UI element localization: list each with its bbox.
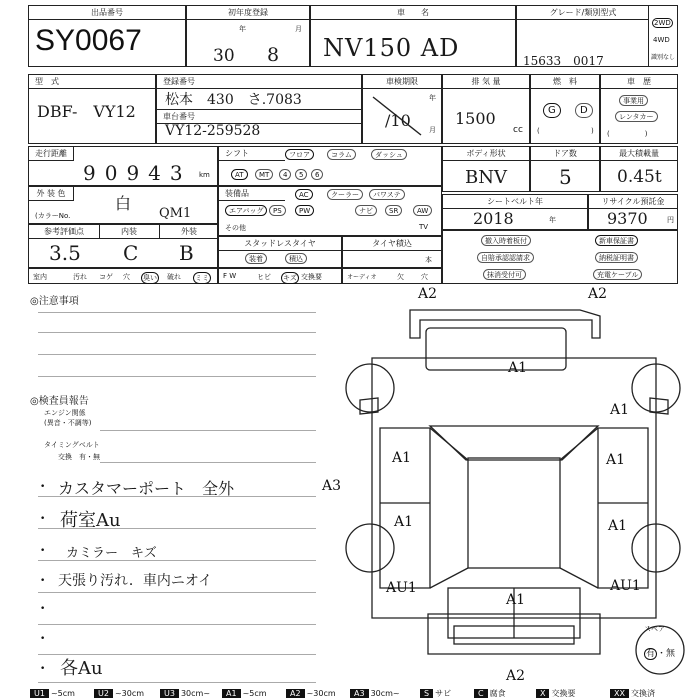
legend-key: A2 xyxy=(286,689,305,698)
legend-s xyxy=(420,688,451,700)
windshield-row xyxy=(218,268,342,284)
timing-swap: 交換 有・無 xyxy=(58,453,100,461)
remark-2: 荷室Au xyxy=(60,510,121,531)
studless-label: スタッドレスタイヤ xyxy=(219,237,341,251)
displacement-cell xyxy=(442,74,530,144)
interior-condition-row xyxy=(28,268,218,284)
legend-text: ~30cm xyxy=(306,689,336,698)
equip-pw: PW xyxy=(295,205,314,216)
legend-text: サビ xyxy=(435,689,452,698)
first-registration-label: 初年度登録 xyxy=(187,6,309,20)
doc-warranty: 新車保証書 xyxy=(595,235,638,246)
studless-mounted: 装着 xyxy=(245,253,267,264)
engine-sub: (異音・不調等) xyxy=(44,419,92,427)
equip-ac: AC xyxy=(295,189,313,200)
drive-2wd: 2WD xyxy=(654,19,671,27)
studless-loaded: 積込 xyxy=(285,253,307,264)
damage-label: A1 xyxy=(606,452,626,468)
fuel-g: G xyxy=(543,103,561,118)
remark-bullet: • xyxy=(40,482,46,492)
damage-label: A1 xyxy=(392,450,412,466)
katashiki-label: 型 式 xyxy=(29,75,155,89)
legend-u1 xyxy=(30,688,75,700)
recycle-unit: 円 xyxy=(667,216,674,224)
exterior-grade-label: 外装 xyxy=(159,225,219,239)
front-bumper xyxy=(410,310,600,338)
registration-cell xyxy=(156,74,362,144)
eval-label: 参考評価点 xyxy=(29,225,100,239)
legend-text: 交換要 xyxy=(551,689,576,698)
damage-label: A1 xyxy=(508,360,528,376)
damage-label: A2 xyxy=(418,286,438,302)
ext-color-value: 白 xyxy=(115,194,132,213)
capacity-value: 0.45t xyxy=(617,167,662,187)
equipment-label: 装備品 xyxy=(219,187,285,201)
tire-unit: 本 xyxy=(425,256,432,264)
doors-cell xyxy=(530,146,600,192)
shift-dash: ダッシュ xyxy=(371,149,407,160)
inspection-year-unit: 年 xyxy=(429,94,436,102)
vehicle-diagram xyxy=(330,288,698,686)
seatbelt-year-label: シートベルト年 xyxy=(443,195,587,209)
legend-text: ~5cm xyxy=(50,689,75,698)
legend-key: U3 xyxy=(160,689,179,698)
remark-bullet: • xyxy=(40,664,46,674)
tire-cell xyxy=(342,236,442,268)
trans-6: 6 xyxy=(311,169,323,180)
remark-bullet: • xyxy=(40,634,46,644)
shift-label: シフト xyxy=(219,147,285,161)
body-type-cell xyxy=(442,146,530,192)
fuel-paren-left: ( xyxy=(537,127,540,135)
fuel-d: D xyxy=(575,103,593,118)
equip-aw: AW xyxy=(413,205,432,216)
exterior-grade-value: B xyxy=(179,241,194,265)
front-left-wheel xyxy=(346,364,394,412)
audio-label: オーディオ xyxy=(347,274,377,281)
legend-xx xyxy=(610,688,655,700)
damage-label: A2 xyxy=(506,668,526,684)
doc-cancel: 抹消受付可 xyxy=(483,269,526,280)
legend-a3 xyxy=(350,688,400,700)
seatbelt-year-value: 2018 xyxy=(473,209,514,228)
seatbelt-year-unit: 年 xyxy=(549,216,556,224)
trans-at: AT xyxy=(231,169,248,180)
history-paren: ( ) xyxy=(607,130,648,138)
remark-1: カスタマーポート 全外 xyxy=(58,479,235,498)
legend-key: A3 xyxy=(350,689,369,698)
spare-label: スペア xyxy=(644,625,665,633)
equip-other-label: その他 xyxy=(225,224,246,232)
interior-grade-value: C xyxy=(123,241,139,265)
registration-value: 松本 430 さ.7083 xyxy=(165,92,302,108)
chassis-label: 車台番号 xyxy=(157,109,361,124)
car-history-rental: レンタカー xyxy=(615,111,658,122)
color-code-value: QM1 xyxy=(159,206,192,221)
eval-value: 3.5 xyxy=(49,241,81,265)
remark-line xyxy=(38,624,316,625)
body-type-value: BNV xyxy=(465,167,507,188)
damage-label: A2 xyxy=(588,286,608,302)
model-name-label: 車 名 xyxy=(311,6,515,20)
remark-bullet: • xyxy=(40,576,46,586)
mileage-value: 90943 xyxy=(83,161,192,185)
legend-u2 xyxy=(94,688,144,700)
remark-line xyxy=(100,462,316,463)
legend-text: 30cm~ xyxy=(370,689,400,698)
shift-cell xyxy=(218,146,442,186)
katashiki-value: DBF- VY12 xyxy=(37,102,136,121)
lot-number: SY0067 xyxy=(35,24,142,57)
recycle-value: 9370 xyxy=(607,209,648,228)
interior-row-label: 室内 xyxy=(33,273,47,281)
legend-a2 xyxy=(286,688,336,700)
documents-cell xyxy=(442,230,678,284)
caution-line xyxy=(38,332,316,333)
remark-bullet: • xyxy=(40,514,46,524)
rear-left-wheel xyxy=(346,524,394,572)
equip-tv: TV xyxy=(419,223,429,231)
legend-text: ~5cm xyxy=(242,689,267,698)
engine-label: エンジン関係 xyxy=(44,409,86,417)
trans-mt: MT xyxy=(255,169,273,180)
lot-number-label: 出品番号 xyxy=(29,6,185,20)
doors-label: ドア数 xyxy=(531,147,599,161)
remark-bullet: • xyxy=(40,546,46,556)
model-name-cell xyxy=(310,5,516,67)
doors-value: 5 xyxy=(559,165,572,189)
first-registration-cell xyxy=(186,5,310,67)
spare-no: 無 xyxy=(666,649,676,659)
studless-cell xyxy=(218,236,342,268)
caution-title: ◎注意事項 xyxy=(30,296,79,307)
fw-scratch: キズ xyxy=(283,274,297,282)
remark-4: 天張り汚れ．車内ニオイ xyxy=(58,573,213,589)
evaluation-cell xyxy=(28,224,218,268)
legend-x xyxy=(536,688,575,700)
grade-cell xyxy=(516,5,678,67)
drive-options xyxy=(648,6,677,66)
equip-cooler: クーラー xyxy=(327,189,363,200)
seatbelt-year-cell xyxy=(442,194,588,230)
fw-replace: 交換要 xyxy=(301,273,322,281)
remark-bullet: • xyxy=(40,604,46,614)
legend-text: 交換済 xyxy=(630,689,655,698)
ext-color-label: 外 装 色 xyxy=(29,187,74,201)
grade-value: 15633 0017 xyxy=(523,54,604,68)
car-history-business: 事業用 xyxy=(619,95,648,106)
capacity-cell xyxy=(600,146,678,192)
doc-tax: 納税証明書 xyxy=(595,252,638,263)
displacement-unit: cc xyxy=(513,125,523,135)
doc-charger: 充電ケーブル xyxy=(593,269,642,280)
katashiki-cell xyxy=(28,74,156,144)
legend-a1 xyxy=(222,688,267,700)
registration-label: 登録番号 xyxy=(157,75,361,89)
grade-label: グレード/類別型式 xyxy=(517,6,649,20)
first-reg-month: 8 xyxy=(267,44,280,66)
legend-c xyxy=(474,688,506,700)
caution-line xyxy=(38,312,316,313)
interior-dirty: 汚れ xyxy=(73,273,87,281)
interior-tear: 破れ xyxy=(167,273,181,281)
interior-hole: 穴 xyxy=(123,273,130,281)
damage-label: AU1 xyxy=(610,578,641,594)
trans-5: 5 xyxy=(295,169,307,180)
hood xyxy=(426,328,566,370)
color-code-label: (カラーNo. xyxy=(35,212,71,220)
inspection-value: /10 xyxy=(385,111,411,130)
lot-number-cell xyxy=(28,5,186,67)
legend-text: ~30cm xyxy=(114,689,145,698)
displacement-label: 排 気 量 xyxy=(443,75,529,89)
legend-key: A1 xyxy=(222,689,241,698)
doc-plate: 撤入時着板付 xyxy=(481,235,531,246)
audio-missing: 欠 xyxy=(397,273,404,281)
legend-key: U1 xyxy=(30,689,49,698)
shift-floor: フロア xyxy=(285,149,314,160)
damage-label: A3 xyxy=(322,478,342,494)
caution-line xyxy=(38,376,316,377)
inspection-label: 車検期限 xyxy=(363,75,441,89)
legend-text: 腐食 xyxy=(489,689,506,698)
equip-ps: PS xyxy=(269,205,286,216)
drive-4wd: 4WD xyxy=(653,36,670,44)
ext-color-cell xyxy=(28,186,218,224)
roof xyxy=(468,458,560,568)
legend-key: XX xyxy=(610,689,629,698)
damage-label: A1 xyxy=(394,514,414,530)
damage-label: A1 xyxy=(610,402,630,418)
equip-navi: ナビ xyxy=(355,205,377,216)
drive-none: 識別なし xyxy=(651,54,676,61)
doc-insurance: 自賠承認認請求 xyxy=(477,252,534,263)
equip-sr: SR xyxy=(385,205,402,216)
first-reg-month-unit: 月 xyxy=(295,25,302,33)
interior-burn: コゲ xyxy=(99,273,113,281)
mileage-cell xyxy=(28,146,218,186)
legend-u3 xyxy=(160,688,210,700)
equipment-cell xyxy=(218,186,442,236)
chassis-value: VY12-259528 xyxy=(165,123,261,139)
fw-label: F W xyxy=(223,272,237,280)
car-history-cell xyxy=(600,74,678,144)
legend-key: X xyxy=(536,689,549,698)
recycle-label: リサイクル預託金 xyxy=(589,195,677,209)
legend-key: U2 xyxy=(94,689,113,698)
interior-smell: 臭い xyxy=(143,274,157,282)
recycle-cell xyxy=(588,194,678,230)
equip-airbag: エアバッグ xyxy=(225,205,267,216)
audio-row xyxy=(342,268,442,284)
inspection-strike xyxy=(369,93,429,139)
caution-line xyxy=(38,354,316,355)
damage-label: A1 xyxy=(608,518,628,534)
capacity-label: 最大積載量 xyxy=(601,147,677,161)
audio-hole: 穴 xyxy=(421,273,428,281)
inspector-title: ◎検査員報告 xyxy=(30,396,89,407)
trans-4: 4 xyxy=(279,169,291,180)
mileage-unit: km xyxy=(199,171,210,179)
shift-column: コラム xyxy=(327,149,356,160)
interior-grade-label: 内装 xyxy=(99,225,160,239)
damage-label: AU1 xyxy=(386,580,417,596)
remark-line xyxy=(100,430,316,431)
model-name: NV150 AD xyxy=(323,34,460,62)
fw-crack: ヒビ xyxy=(257,273,271,281)
fuel-paren-right: ) xyxy=(591,127,594,135)
displacement-value: 1500 xyxy=(455,109,496,128)
damage-label: A1 xyxy=(506,592,526,608)
timing-label: タイミングベルト xyxy=(44,441,100,449)
first-reg-year-unit: 年 xyxy=(239,25,246,33)
fuel-cell xyxy=(530,74,600,144)
remark-line xyxy=(38,592,316,593)
body-type-label: ボディ形状 xyxy=(443,147,529,161)
remark-3: カミラー キズ xyxy=(66,546,157,561)
legend-text: 30cm~ xyxy=(180,689,211,698)
interior-other: ミミ xyxy=(195,274,209,282)
tire-label: タイヤ積込 xyxy=(343,237,441,251)
fuel-label: 燃 料 xyxy=(531,75,599,89)
mileage-label: 走行距離 xyxy=(29,147,74,161)
legend-key: S xyxy=(420,689,433,698)
spare-yes: 有 xyxy=(646,649,656,659)
car-history-label: 車 歴 xyxy=(601,75,677,89)
windshield xyxy=(430,426,598,460)
legend-key: C xyxy=(474,689,488,698)
inspection-cell xyxy=(362,74,442,144)
spare-options: 有 ・無 xyxy=(646,649,676,659)
remark-7: 各Au xyxy=(60,658,103,679)
inspection-month-unit: 月 xyxy=(429,126,436,134)
remark-line xyxy=(38,682,316,683)
first-reg-year: 30 xyxy=(213,46,235,66)
equip-powersteer: パワステ xyxy=(369,189,405,200)
